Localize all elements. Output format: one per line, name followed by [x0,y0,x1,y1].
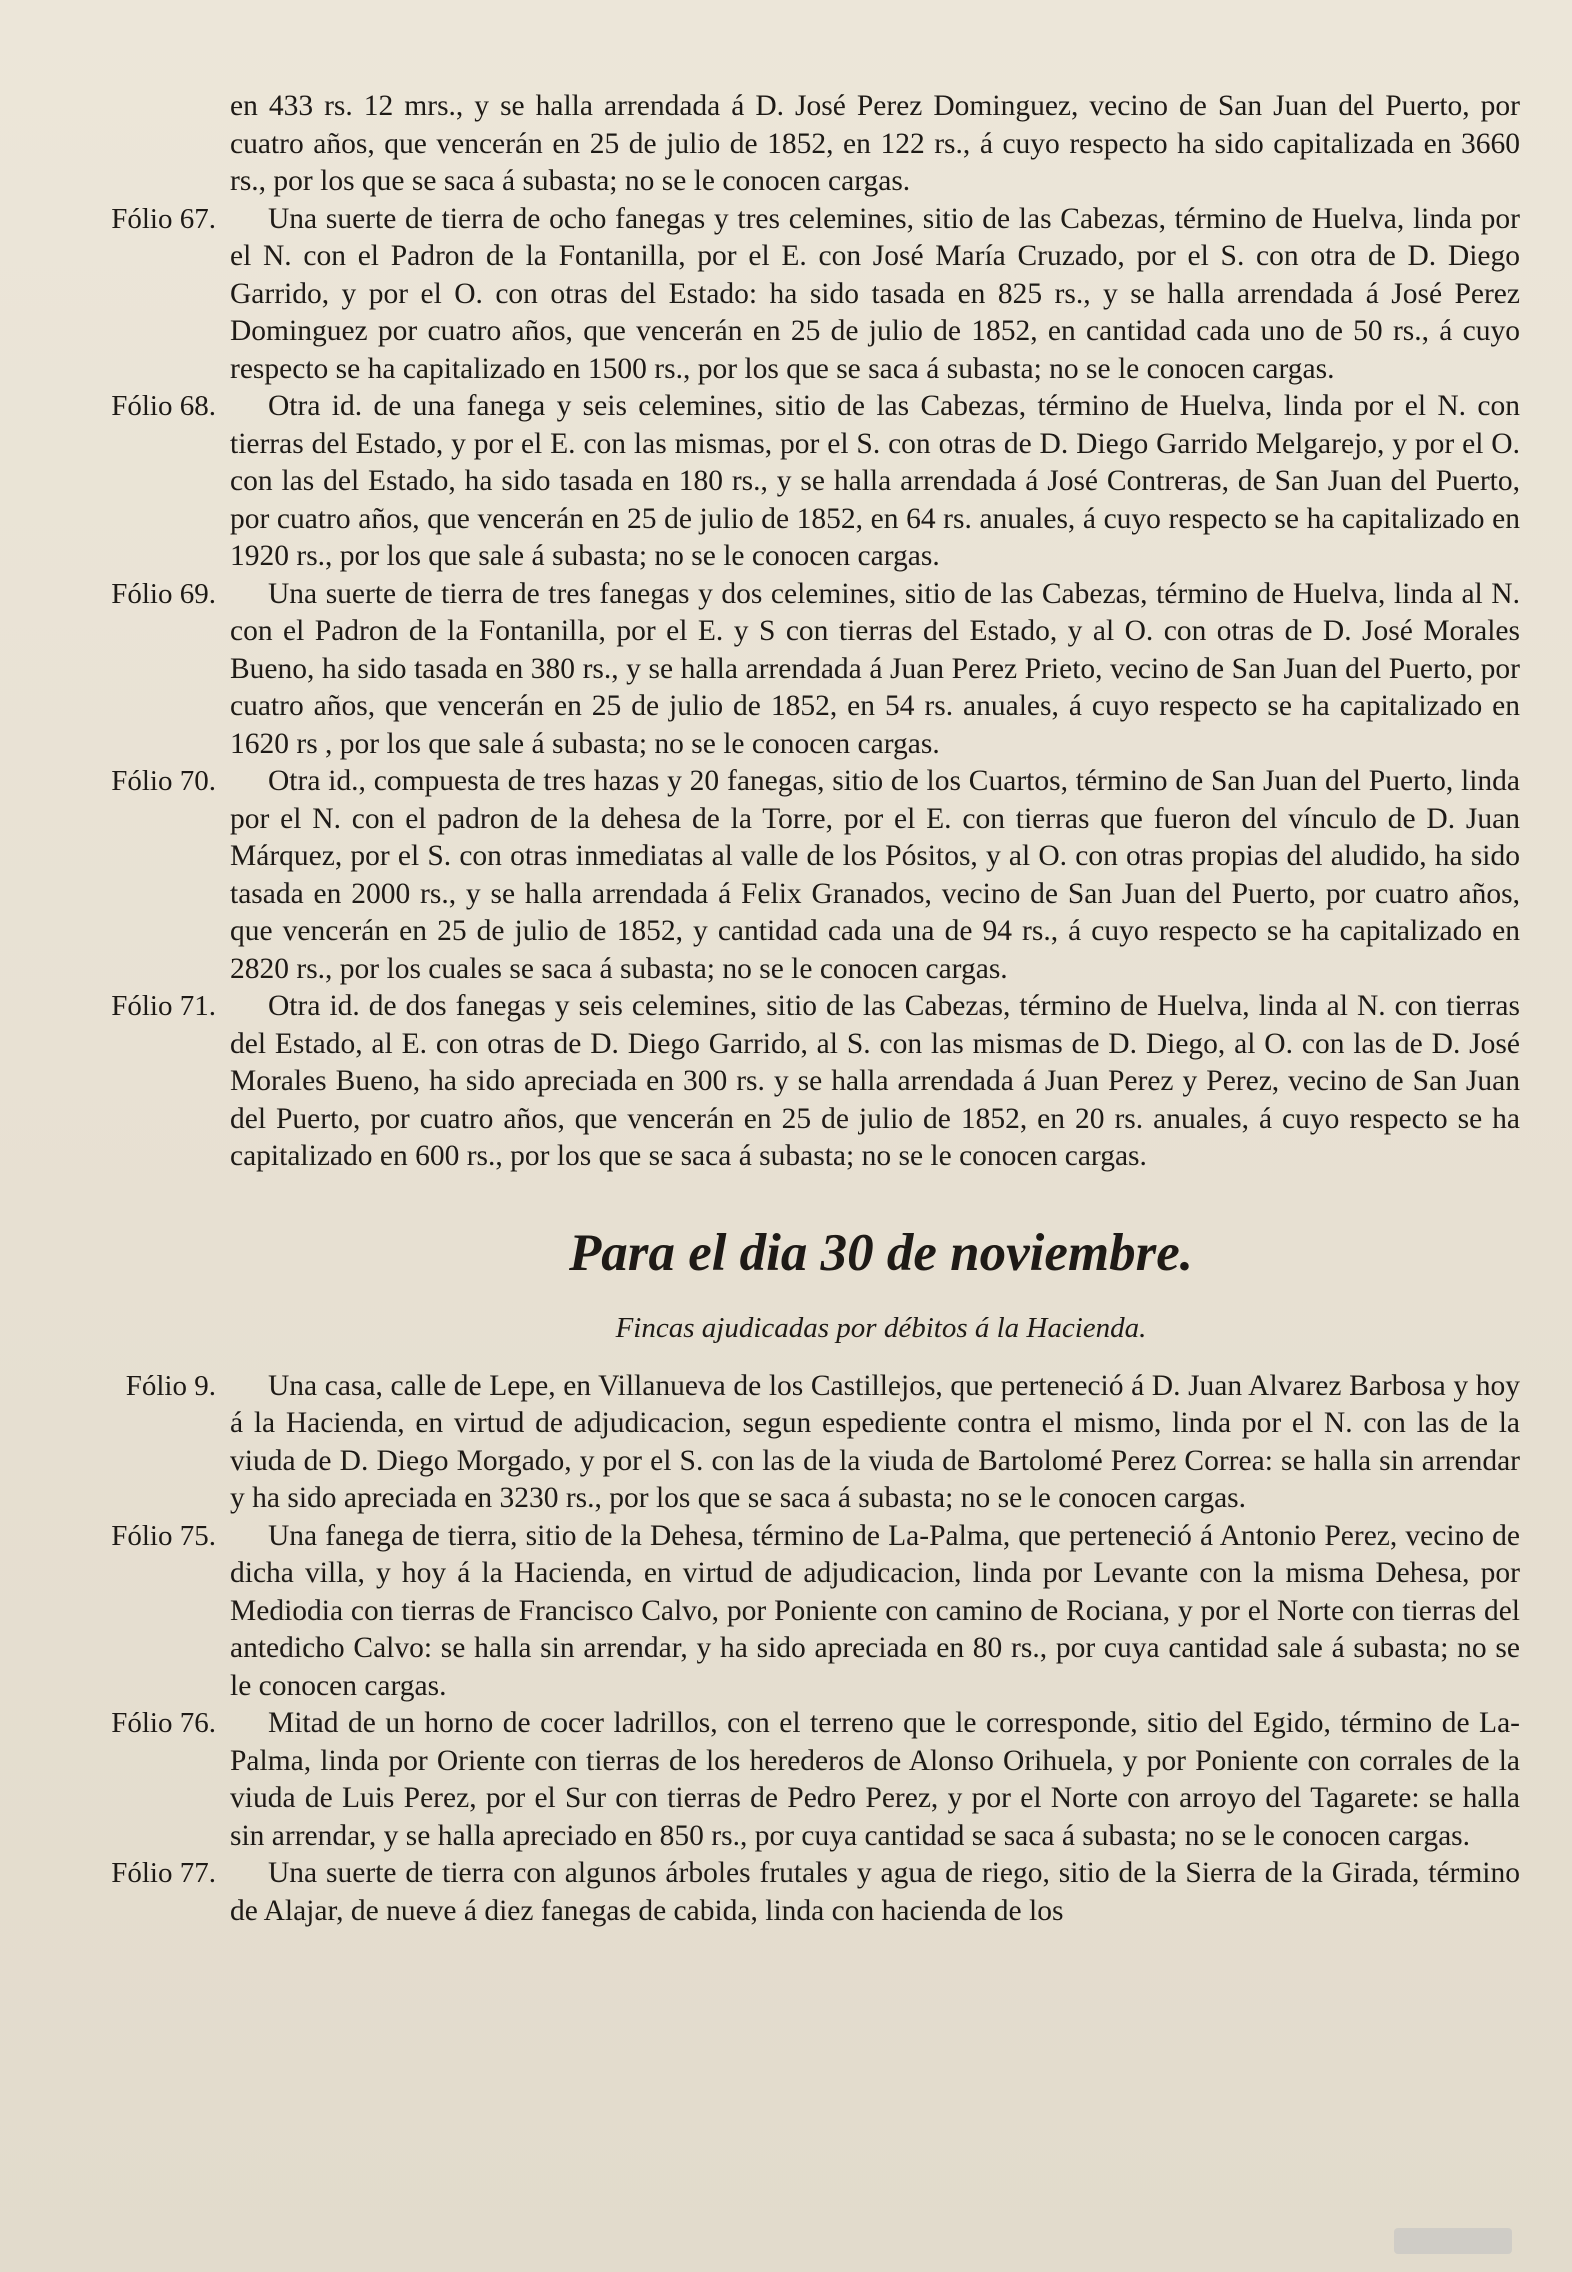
folio-number: Fólio 70. [111,765,216,797]
list-item [72,1705,1520,1855]
property-description: Mitad de un horno de cocer ladrillos, con el terreno que le corresponde, sitio del Egido, término de La-Palma, linda por Oriente con tierras de los herederos de Alonso Orihuela, y por Poniente con corrales de la viuda de Luis Perez, por el Sur con tierras de Pedro Perez, y por el Norte con arroyo del Tagarete: se halla sin arrendar, y se halla apreciado en 850 rs., por cuya cantidad se saca á subasta; no se le conocen cargas. [230,1707,1520,1852]
list-item [72,388,1520,576]
list-item [72,88,1520,201]
property-description: Una suerte de tierra de ocho fanegas y tres celemines, sitio de las Cabezas, término de Huelva, linda por el N. con el Padron de la Fontanilla, por el E. con José María Cruzado, por el S. con otra de D. Diego Garrido, y por el O. con otras del Estado: ha sido tasada en 825 rs., y se halla arrendada á José Perez Dominguez por cuatro años, que vencerán en 25 de julio de 1852, en cantidad cada uno de 50 rs., á cuyo respecto se ha capitalizado en 1500 rs., por los que se saca á subasta; no se le conocen cargas. [230,202,1520,385]
folio-number: Fólio 69. [111,577,216,610]
auction-list-part-2 [72,1368,1520,1931]
list-item [72,576,1520,764]
property-description: en 433 rs. 12 mrs., y se halla arrendada á D. José Perez Dominguez, vecino de San Juan del Puerto, por cuatro años, que vencerán en 25 de julio de 1852, en 122 rs., á cuyo respecto ha sido capitalizada en 3660 rs., por los que se saca á subasta; no se le conocen cargas. [230,90,1520,197]
list-item [72,1518,1520,1706]
list-item [72,1368,1520,1518]
auction-list-part-1 [72,88,1520,1176]
folio-number [72,88,220,201]
list-item [72,201,1520,389]
folio-number: Fólio 71. [111,990,216,1022]
folio-number: Fólio 76. [111,1707,216,1739]
section-heading: Para el dia 30 de noviembre. [568,1223,1194,1282]
archive-watermark [1394,2228,1512,2254]
property-description: Otra id. de una fanega y seis celemines, sitio de las Cabezas, término de Huelva, linda por el N. con tierras del Estado, y por el E. con las mismas, por el S. con otras de D. Diego Garrido Melgarejo, y por el O. con las del Estado, ha sido tasada en 180 rs., y se halla arrendada á José Contreras, de San Juan del Puerto, por cuatro años, que vencerán en 25 de julio de 1852, en 64 rs. anuales, á cuyo respecto se ha capitalizado en 1920 rs., por los que sale á subasta; no se le conocen cargas. [230,390,1520,572]
property-description: Otra id. de dos fanegas y seis celemines, sitio de las Cabezas, término de Huelva, linda al N. con tierras del Estado, al E. con otras de D. Diego Garrido, al S. con las mismas de D. Diego, al O. con las de D. José Morales Bueno, ha sido apreciada en 300 rs. y se halla arrendada á Juan Perez y Perez, vecino de San Juan del Puerto, por cuatro años, que vencerán en 25 de julio de 1852, en 20 rs. anuales, á cuyo respecto se ha capitalizado en 600 rs., por los que se saca á subasta; no se le conocen cargas. [230,990,1520,1172]
property-description: Una suerte de tierra de tres fanegas y dos celemines, sitio de las Cabezas, término de Huelva, linda al N. con el Padron de la Fontanilla, por el E. y S con tierras del Estado, y al O. con otras de D. José Morales Bueno, ha sido tasada en 380 rs., y se halla arrendada á Juan Perez Prieto, vecino de San Juan del Puerto, por cuatro años, que vencerán en 25 de julio de 1852, en 54 rs. anuales, á cuyo respecto se ha capitalizado en 1620 rs , por los que sale á subasta; no se le conocen cargas. [230,577,1520,760]
folio-number: Fólio 77. [111,1857,216,1889]
folio-number: Fólio 68. [111,390,216,422]
property-description: Una suerte de tierra con algunos árboles frutales y agua de riego, sitio de la Sierra de la Girada, término de Alajar, de nueve á diez fanegas de cabida, linda con hacienda de los [230,1857,1520,1927]
list-item [72,1855,1520,1930]
section-subheading: Fincas ajudicadas por débitos á la Hacienda. [615,1311,1147,1344]
folio-number: Fólio 75. [111,1519,216,1552]
property-description: Una fanega de tierra, sitio de la Dehesa, término de La-Palma, que perteneció á Antonio Perez, vecino de dicha villa, y hoy á la Hacienda, en virtud de adjudicacion, linda por Levante con la misma Dehesa, por Mediodia con tierras de Francisco Calvo, por Poniente con camino de Rociana, y por el Norte con tierras del antedicho Calvo: se halla sin arrendar, y ha sido apreciada en 80 rs., por cuya cantidad sale á subasta; no se le conocen cargas. [230,1519,1520,1702]
property-description: Una casa, calle de Lepe, en Villanueva de los Castillejos, que perteneció á D. Juan Alvarez Barbosa y hoy á la Hacienda, en virtud de adjudicacion, segun espediente contra el mismo, linda por el N. con las de la viuda de D. Diego Morgado, y por el S. con las de la viuda de Bartolomé Perez Correa: se halla sin arrendar y ha sido apreciada en 3230 rs., por los que se saca á subasta; no se le conocen cargas. [230,1369,1520,1514]
property-description: Otra id., compuesta de tres hazas y 20 fanegas, sitio de los Cuartos, término de San Juan del Puerto, linda por el N. con el padron de la dehesa de la Torre, por el E. con tierras que fueron del vínculo de D. Juan Márquez, por el S. con otras inmediatas al valle de los Pósitos, y al O. con otras propias del aludido, ha sido tasada en 2000 rs., y se halla arrendada á Felix Granados, vecino de San Juan del Puerto, por cuatro años, que vencerán en 25 de julio de 1852, y cantidad cada una de 94 rs., á cuyo respecto se ha capitalizado en 2820 rs., por los cuales se saca á subasta; no se le conocen cargas. [230,765,1520,985]
list-item [72,763,1520,988]
folio-number: Fólio 9. [125,1369,216,1402]
folio-number: Fólio 67. [111,202,216,235]
list-item [72,988,1520,1176]
